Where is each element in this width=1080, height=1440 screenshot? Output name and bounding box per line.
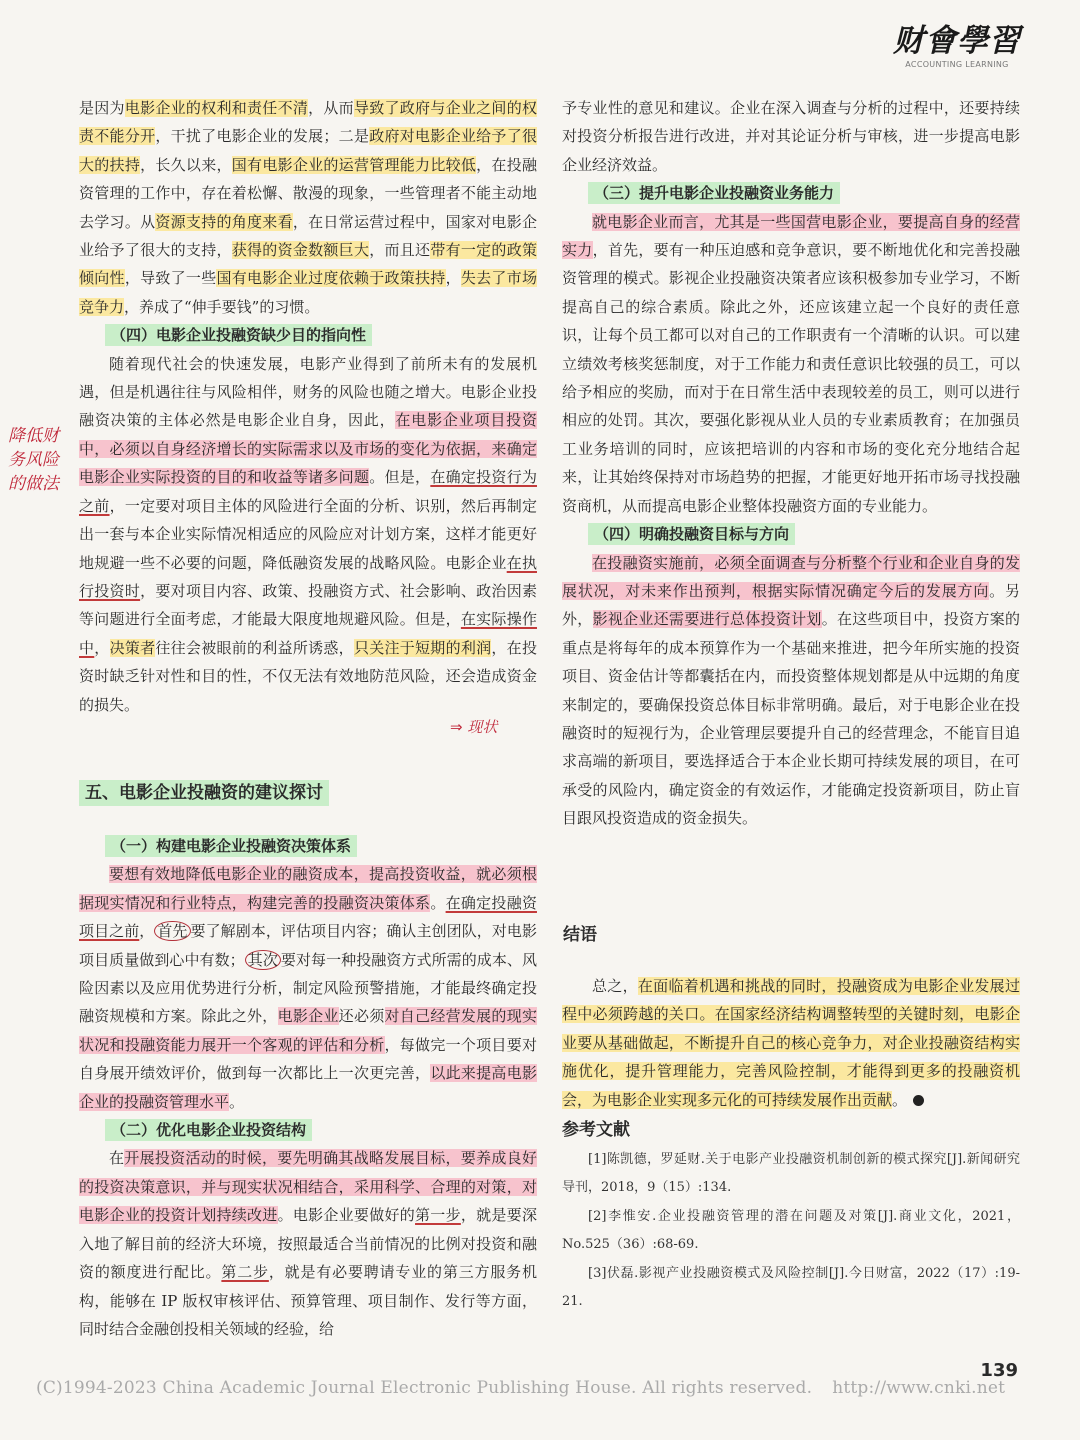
footer-copyright: (C)1994-2023 China Academic Journal Electronic Publishing House. All rights reserved. — [36, 1378, 813, 1398]
subheading-four-left: （四）电影企业投融资缺少目的指向性 — [79, 321, 537, 349]
end-mark-icon — [913, 1095, 924, 1106]
subheading-one: （一）构建电影企业投融资决策体系 — [79, 832, 537, 860]
right-paragraph-2: 就电影企业而言，尤其是一些国营电影企业，要提高自身的经营实力，首先，要有一种压迫感和竞争意识，要不断地优化和完善投融资管理的模式。影视企业投融资决策者应该积极参加专业学习，不断提高自己的综合素质。除此之外，还应该建立起一个良好的责任意识，让每个员工都可以对自己的工作职责有一个清晰的认识。可以建立绩效考核奖惩制度，对于工作能力和责任意识比较强的员工，可以给予相应的奖励，而对于在日常生活中表现较差的员工，则可以进行相应的处罚。其次，要强化影视从业人员的专业素质教育；在加强员工业务培训的同时，应该把培训的内容和市场的变化充分地结合起来，让其始终保持对市场趋势的把握，才能更好地开拓市场寻找投融资商机，从而提高电影企业整体投融资方面的专业能力。 — [562, 212, 1020, 515]
reference-item: [1]陈凯德，罗延财.关于电影产业投融资机制创新的模式探究[J].新闻研究导刊，2018，9（15）:134. — [562, 1152, 1020, 1196]
left-paragraph-2: 随着现代社会的快速发展，电影产业得到了前所未有的发展机遇，但是机遇往往与风险相伴，财务的风险也随之增大。电影企业投融资决策的主体必然是电影企业自身，因此，在电影企业项目投资中，必须以自身经济增长的实际需求以及市场的变化为依据，来确定电影企业实际投资的目的和收益等诸多问题。但是，在确定投资行为之前，一定要对项目主体的风险进行全面的分析、识别，然后再制定出一套与本企业实际情况相适应的风险应对计划方案，这样才能更好地规避一些不必要的问题，降低融资发展的战略风险。电影企业在执行投资时，要对项目内容、政策、投融资方式、社会影响、政治因素等问题进行全面考虑，才能最大限度地规避风险。但是，在实际操作中，决策者往往会被眼前的利益所诱惑，只关注于短期的利润，在投资时缺乏针对性和目的性，不仅无法有效地防范风险，还会造成资金的损失。 — [79, 354, 537, 714]
reference-item: [2]李惟安.企业投融资管理的潜在问题及对策[J].商业文化，2021，No.525（36）:68-69. — [562, 1208, 1020, 1253]
logo-title: 财會學習 — [893, 23, 1021, 59]
references-title: 参考文献 — [562, 1120, 630, 1141]
conclusion-title: 结语 — [563, 925, 597, 945]
journal-logo — [892, 22, 1022, 70]
subheading-four-right: （四）明确投融资目标与方向 — [562, 520, 1020, 548]
circled-second: 其次 — [245, 950, 281, 970]
handwritten-margin-note: 降低财务风险的做法 — [8, 426, 59, 494]
arrow-icon: ⇒ — [450, 718, 463, 736]
logo-subtitle: ACCOUNTING LEARNING — [905, 60, 1009, 69]
left-paragraph-3: 要想有效地降低电影企业的融资成本，提高投资收益，就必须根据现实情况和行业特点，构建完善的投融资决策体系。在确定投融资项目之前， 首先 要了解剧本，评估项目内容；确认主创团队，对电影项目质量做到心中有数； 其次 要对每一种投融资方式所需的成本、风险因素以及应用优势进行分析，制定风险预警措施，才能最终确定投融资规模和方案。除此之外，电影企业还必须对自己经营发展的现实状况和投融资能力展开一个客观的评估和分析，每做完一个项目要对自身展开绩效评价，做到每一次都比上一次更完善，以此来提高电影企业的投融资管理水平。 — [79, 865, 537, 1111]
right-paragraph-3: 在投融资实施前，必须全面调查与分析整个行业和企业自身的发展状况，对未来作出预判，根据实际情况确定今后的发展方向。另外，影视企业还需要进行总体投资计划。在这些项目中，投资方案的重点是将每年的成本预算作为一个基础来推进，把今年所实施的投资项目、资金估计等都囊括在内，而投资整体规划都是从中远期的角度来制定的，要确保投资总体目标非常明确。最后，对于电影企业在投融资时的短视行为，企业管理层要提升自己的经营理念，不能盲目追求高端的新项目，要选择适合于本企业长期可持续发展的项目，在可承受的风险内，确定资金的有效运作，才能确定投资新项目，防止盲目跟风投资造成的资金损失。 — [562, 553, 1020, 828]
footer — [36, 1378, 1005, 1398]
handwritten-arrow-note: ⇒ 现状 — [450, 718, 498, 736]
page-number: 139 — [980, 1360, 1018, 1381]
left-column — [79, 94, 537, 719]
footer-url[interactable]: http://www.cnki.net — [832, 1378, 1006, 1398]
right-column — [562, 94, 1020, 833]
right-column-lower — [562, 972, 1020, 1316]
conclusion-paragraph: 总之，在面临着机遇和挑战的同时，投融资成为电影企业发展过程中必须跨越的关口。在国家经济结构调整转型的关键时刻，电影企业要从基础做起，不断提升自己的核心竞争力，对企业投融资结构实施优化，提升管理能力，完善风险控制，才能得到更多的投融资机会，为电影企业实现多元化的可持续发展作出贡献。 — [562, 977, 1020, 1109]
left-column-lower — [79, 832, 537, 1343]
left-paragraph-4: 在开展投资活动的时候，要先明确其战略发展目标，要养成良好的投资决策意识，并与现实状况相结合，采用科学、合理的对策，对电影企业的投资计划持续改进。电影企业要做好的第一步，就是要深入地了解目前的经济大环境，按照最适合当前情况的比例对投资和融资的额度进行配比。第二步，就是有必要聘请专业的第三方服务机构，能够在 IP 版权审核评估、预算管理、项目制作、发行等方面，同时结合金融创投相关领域的经验，给 — [79, 1149, 537, 1338]
reference-item: [3]伏磊.影视产业投融资模式及风险控制[J].今日财富，2022（17）:19-21. — [562, 1265, 1020, 1310]
left-paragraph-1: 是因为电影企业的权利和责任不清，从而导致了政府与企业之间的权责不能分开，干扰了电影企业的发展；二是政府对电影企业给予了很大的扶持，长久以来，国有电影企业的运营管理能力比较低，在投融资管理的工作中，存在着松懈、散漫的现象，一些管理者不能主动地去学习。从资源支持的角度来看，在日常运营过程中，国家对电影企业给予了很大的支持，获得的资金数额巨大，而且还带有一定的政策倾向性，导致了一些国有电影企业过度依赖于政策扶持，失去了市场竞争力，养成了“伸手要钱”的习惯。 — [79, 99, 537, 316]
subheading-three: （三）提升电影企业投融资业务能力 — [562, 179, 1020, 207]
section-five-heading: 五、电影企业投融资的建议探讨 — [79, 778, 329, 803]
right-paragraph-1: 予专业性的意见和建议。企业在深入调查与分析的过程中，还要持续对投资分析报告进行改进，并对其论证分析与审核，进一步提高电影企业经济效益。 — [562, 99, 1020, 174]
subheading-two: （二）优化电影企业投资结构 — [79, 1116, 537, 1144]
circled-first: 首先 — [154, 921, 190, 941]
